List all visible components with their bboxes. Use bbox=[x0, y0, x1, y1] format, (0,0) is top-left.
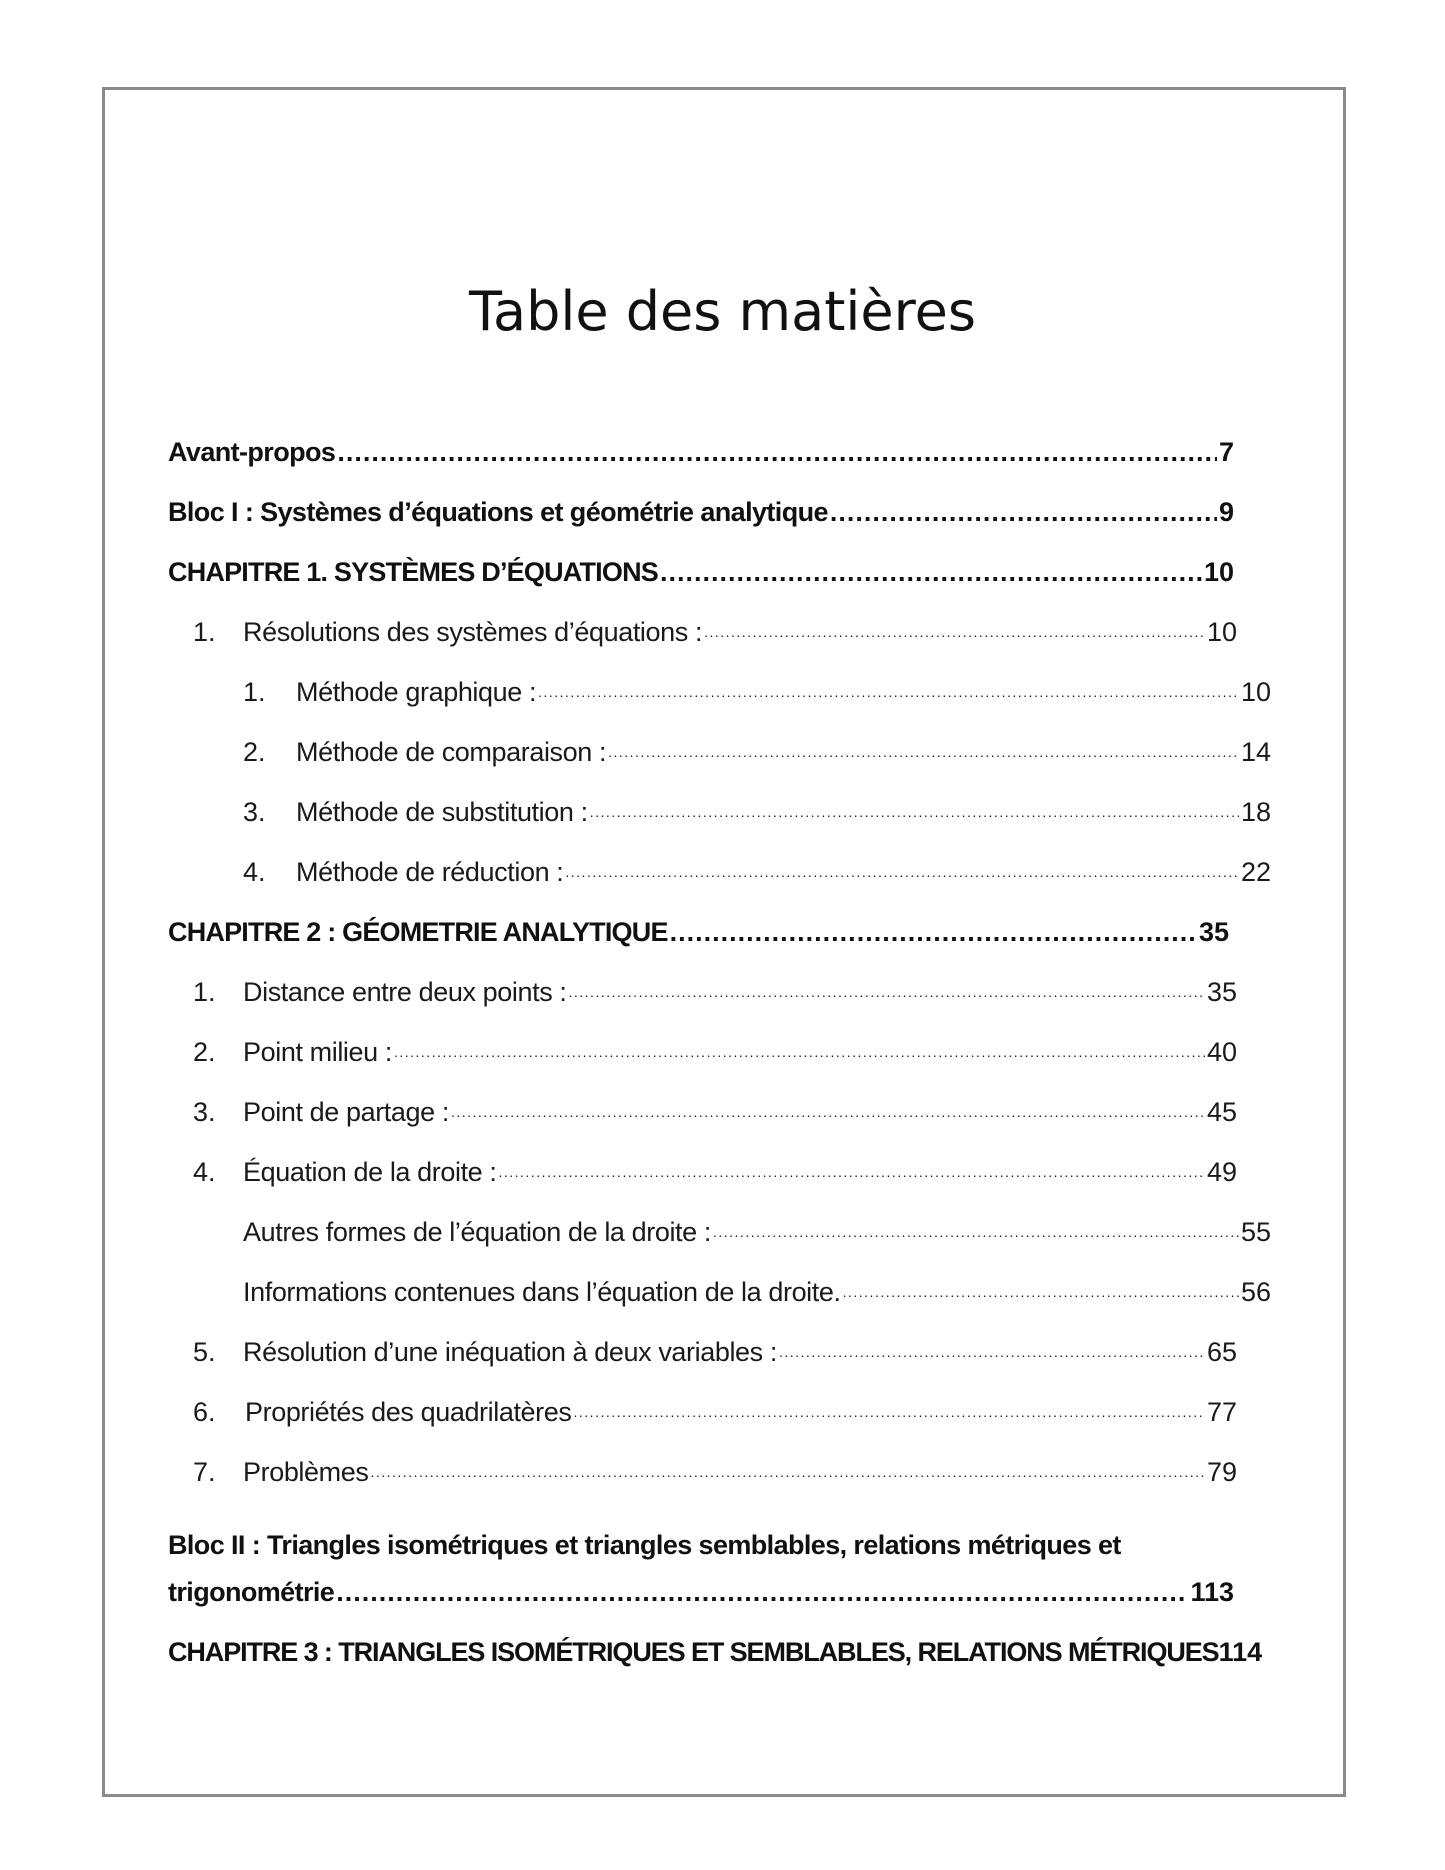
toc-entry-page: 35 bbox=[1206, 977, 1237, 1007]
toc-entry-section[interactable] bbox=[193, 612, 1237, 652]
toc-entry-number: 1. bbox=[193, 617, 216, 647]
toc-leader-dots bbox=[830, 492, 1217, 532]
toc-entry-page: 56 bbox=[1240, 1277, 1271, 1307]
toc-entry-page: 35 bbox=[1198, 917, 1229, 947]
toc-entry-label: Méthode de comparaison : bbox=[296, 737, 607, 767]
toc-entry-bloc-2[interactable] bbox=[168, 1572, 1234, 1612]
toc-entry-page: 49 bbox=[1206, 1157, 1237, 1187]
toc-entry-bloc-2-line1[interactable]: Bloc II : Triangles isométriques et triangles semblables, relations métriques et bbox=[168, 1530, 1121, 1560]
toc-leader-dots bbox=[713, 1212, 1239, 1252]
toc-entry-number: 3. bbox=[193, 1097, 216, 1127]
toc-entry-page: 79 bbox=[1206, 1457, 1237, 1487]
toc-entry-label: Bloc I : Systèmes d’équations et géométrie analytique bbox=[168, 497, 828, 527]
toc-entry-label: trigonométrie bbox=[168, 1577, 335, 1607]
toc-entry-avant-propos[interactable] bbox=[168, 432, 1234, 472]
toc-entry-label: Résolution d’une inéquation à deux variables : bbox=[243, 1337, 777, 1367]
toc-leader-dots bbox=[704, 612, 1205, 652]
toc-entry-chapitre-1[interactable] bbox=[168, 552, 1234, 592]
toc-leader-dots bbox=[370, 1452, 1204, 1492]
toc-entry-label: Équation de la droite : bbox=[243, 1157, 497, 1187]
toc-entry-label: Propriétés des quadrilatères bbox=[245, 1397, 572, 1427]
toc-leader-dots bbox=[608, 732, 1239, 772]
toc-entry-number: 2. bbox=[243, 737, 266, 767]
toc-entry-number: 1. bbox=[193, 977, 216, 1007]
toc-entry-label: CHAPITRE 3 : TRIANGLES ISOMÉTRIQUES ET SEMBLABLES, RELATIONS MÉTRIQUES bbox=[168, 1637, 1219, 1667]
toc-entry-section[interactable] bbox=[193, 1032, 1237, 1072]
toc-entry-page: 22 bbox=[1240, 857, 1271, 887]
toc-leader-dots bbox=[498, 1152, 1204, 1192]
toc-entry-page: 65 bbox=[1206, 1337, 1237, 1367]
toc-entry-page: 7 bbox=[1218, 437, 1234, 467]
toc-entry-label: Problèmes bbox=[243, 1457, 369, 1487]
toc-entry-page: 114 bbox=[1218, 1637, 1263, 1667]
toc-entry-bloc-1[interactable] bbox=[168, 492, 1234, 532]
toc-entry-number: 1. bbox=[243, 677, 266, 707]
toc-entry-number: 6. bbox=[193, 1397, 216, 1427]
toc-entry-page: 55 bbox=[1240, 1217, 1271, 1247]
toc-leader-dots bbox=[565, 852, 1239, 892]
toc-entry-label: Autres formes de l’équation de la droite : bbox=[243, 1217, 711, 1247]
toc-entry-number: 7. bbox=[193, 1457, 216, 1487]
toc-entry-number: 4. bbox=[193, 1157, 216, 1187]
toc-entry-label: Résolutions des systèmes d’équations : bbox=[243, 617, 703, 647]
toc-entry-section[interactable] bbox=[193, 1152, 1237, 1192]
toc-leader-dots bbox=[590, 792, 1239, 832]
toc-entry-subsection[interactable] bbox=[243, 852, 1271, 892]
toc-entry-number: 3. bbox=[243, 797, 266, 827]
toc-leader-dots bbox=[336, 1572, 1188, 1612]
toc-entry-subsection[interactable] bbox=[243, 792, 1271, 832]
toc-leader-dots bbox=[451, 1092, 1205, 1132]
toc-entry-label: Méthode de substitution : bbox=[296, 797, 588, 827]
toc-entry-label: Point de partage : bbox=[243, 1097, 449, 1127]
toc-entry-number: 5. bbox=[193, 1337, 216, 1367]
toc-leader-dots bbox=[569, 972, 1205, 1012]
toc-entry-subsection[interactable] bbox=[243, 732, 1271, 772]
toc-leader-dots bbox=[670, 912, 1197, 952]
page-title: Table des matières bbox=[468, 280, 977, 343]
toc-entry-page: 40 bbox=[1206, 1037, 1237, 1067]
toc-entry-chapitre-2[interactable] bbox=[168, 912, 1229, 952]
toc-leader-dots bbox=[779, 1332, 1205, 1372]
toc-leader-dots bbox=[574, 1392, 1205, 1432]
toc-entry-page: 14 bbox=[1240, 737, 1271, 767]
toc-entry-section[interactable] bbox=[193, 1392, 1237, 1432]
toc-entry-page: 10 bbox=[1203, 557, 1234, 587]
toc-entry-subsection[interactable] bbox=[243, 672, 1271, 712]
toc-leader-dots bbox=[660, 552, 1202, 592]
toc-entry-page: 45 bbox=[1206, 1097, 1237, 1127]
toc-entry-section[interactable] bbox=[193, 1332, 1237, 1372]
toc-leader-dots bbox=[538, 672, 1239, 712]
toc-entry-section[interactable] bbox=[193, 1092, 1237, 1132]
toc-entry-page: 77 bbox=[1206, 1397, 1237, 1427]
toc-entry-page: 113 bbox=[1190, 1577, 1234, 1607]
toc-leader-dots bbox=[843, 1272, 1239, 1312]
toc-entry-label: Avant-propos bbox=[168, 437, 336, 467]
toc-entry-subsection[interactable] bbox=[243, 1212, 1271, 1252]
toc-entry-page: 10 bbox=[1240, 677, 1271, 707]
toc-entry-number: 4. bbox=[243, 857, 266, 887]
toc-entry-subsection[interactable] bbox=[243, 1272, 1271, 1312]
toc-entry-section[interactable] bbox=[193, 1452, 1237, 1492]
toc-leader-dots bbox=[394, 1032, 1205, 1072]
toc-entry-page: 18 bbox=[1240, 797, 1271, 827]
toc-entry-number: 2. bbox=[193, 1037, 216, 1067]
toc-entry-label: Distance entre deux points : bbox=[243, 977, 567, 1007]
toc-entry-label: Informations contenues dans l’équation de la droite. bbox=[243, 1277, 841, 1307]
toc-entry-label: Méthode graphique : bbox=[296, 677, 537, 707]
toc-entry-label: Méthode de réduction : bbox=[296, 857, 564, 887]
toc-entry-page: 9 bbox=[1218, 497, 1234, 527]
toc-entry-section[interactable] bbox=[193, 972, 1237, 1012]
toc-leader-dots bbox=[337, 432, 1217, 472]
toc-entry-chapitre-3[interactable] bbox=[168, 1632, 1263, 1672]
toc-entry-label: Point milieu : bbox=[243, 1037, 392, 1067]
toc-entry-page: 10 bbox=[1206, 617, 1237, 647]
toc-entry-label: CHAPITRE 1. SYSTÈMES D’ÉQUATIONS bbox=[168, 557, 658, 587]
toc-entry-label: CHAPITRE 2 : GÉOMETRIE ANALYTIQUE bbox=[168, 917, 668, 947]
